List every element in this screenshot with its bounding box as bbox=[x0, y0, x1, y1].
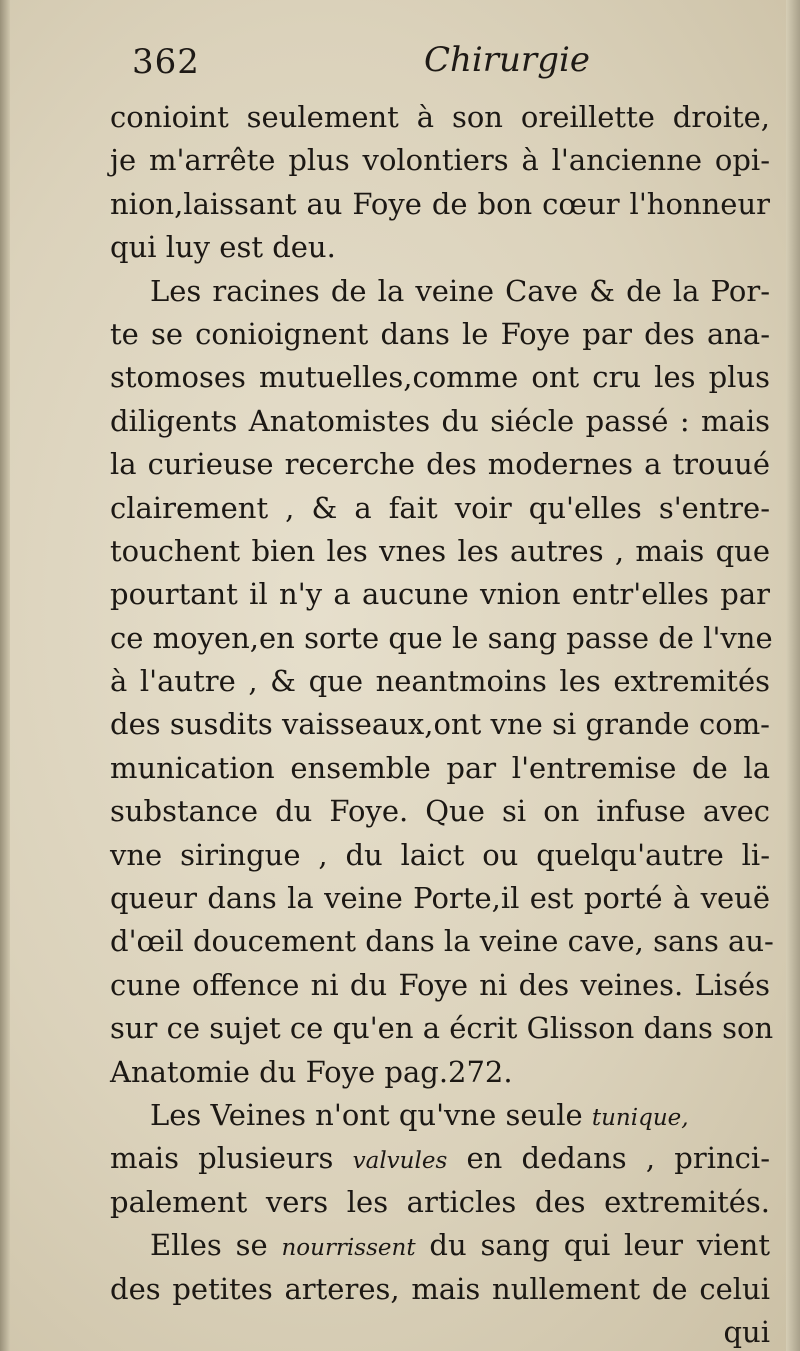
page-gutter-shadow bbox=[0, 0, 10, 1351]
text-line: substance du Foye. Que si on infuse avec bbox=[110, 794, 770, 829]
page-edge-shadow bbox=[786, 0, 800, 1351]
italic-term: valvules bbox=[352, 1148, 448, 1175]
text-line: des petites arteres, mais nullement de celui bbox=[110, 1271, 770, 1306]
text-line: clairement , & a fait voir qu'elles s'entre- bbox=[110, 490, 770, 525]
text-line: diligents Anatomistes du siécle passé : mais bbox=[110, 403, 770, 438]
text-line: queur dans la veine Porte,il est porté à veuë bbox=[110, 881, 770, 916]
text-run: Les Veines n'ont qu'vne seule bbox=[150, 1097, 592, 1132]
text-line: stomoses mutuelles,comme ont cru les plus bbox=[110, 360, 770, 395]
text-line: sur ce sujet ce qu'en a écrit Glisson dans son bbox=[110, 1011, 774, 1046]
text-line: vne siringue , du laict ou quelqu'autre li- bbox=[110, 837, 770, 872]
text-line: pourtant il n'y a aucune vnion entr'elles par bbox=[110, 577, 770, 612]
text-line: Anatomie du Foye pag.272. bbox=[110, 1054, 513, 1089]
section-title: Chirurgie bbox=[424, 40, 590, 80]
italic-term: tunique, bbox=[591, 1104, 689, 1131]
text-line: je m'arrête plus volontiers à l'ancienne opi- bbox=[110, 143, 770, 178]
text-line: ce moyen,en sorte que le sang passe de l'vne bbox=[110, 620, 773, 655]
text-line: palement vers les articles des extremités. bbox=[110, 1184, 770, 1219]
page-number: 362 bbox=[132, 42, 200, 82]
text-line: la curieuse recerche des modernes a trouué bbox=[110, 447, 770, 482]
paragraph-start-line bbox=[110, 1094, 770, 1137]
text-run: Elles se bbox=[150, 1228, 282, 1263]
text-line: conioint seulement à son oreillette droite, bbox=[110, 100, 770, 134]
paragraph-start-line bbox=[110, 1224, 770, 1267]
paragraph-start-line: Les racines de la veine Cave & de la Por- bbox=[150, 273, 770, 308]
text-line: qui luy est deu. bbox=[110, 230, 336, 265]
text-line: des susdits vaisseaux,ont vne si grande com- bbox=[110, 707, 770, 742]
italic-term: nourrissent bbox=[281, 1235, 416, 1262]
text-line bbox=[110, 1137, 770, 1180]
text-line: à l'autre , & que neantmoins les extremités bbox=[110, 664, 770, 699]
text-run: en dedans , princi- bbox=[447, 1141, 770, 1176]
text-line: munication ensemble par l'entremise de la bbox=[110, 750, 770, 785]
text-line: te se conioignent dans le Foye par des ana- bbox=[110, 316, 770, 351]
text-run: mais plusieurs bbox=[110, 1141, 353, 1176]
text-line: d'œil doucement dans la veine cave, sans au- bbox=[110, 924, 774, 959]
running-head bbox=[132, 38, 772, 88]
catchword: qui bbox=[723, 1314, 770, 1349]
text-line: cune offence ni du Foye ni des veines. Lisés bbox=[110, 967, 770, 1002]
text-run: du sang qui leur vient bbox=[415, 1228, 770, 1263]
text-line: touchent bien les vnes les autres , mais que bbox=[110, 533, 770, 568]
text-line: nion,laissant au Foye de bon cœur l'honneur bbox=[110, 186, 770, 221]
body-text bbox=[110, 96, 774, 1351]
